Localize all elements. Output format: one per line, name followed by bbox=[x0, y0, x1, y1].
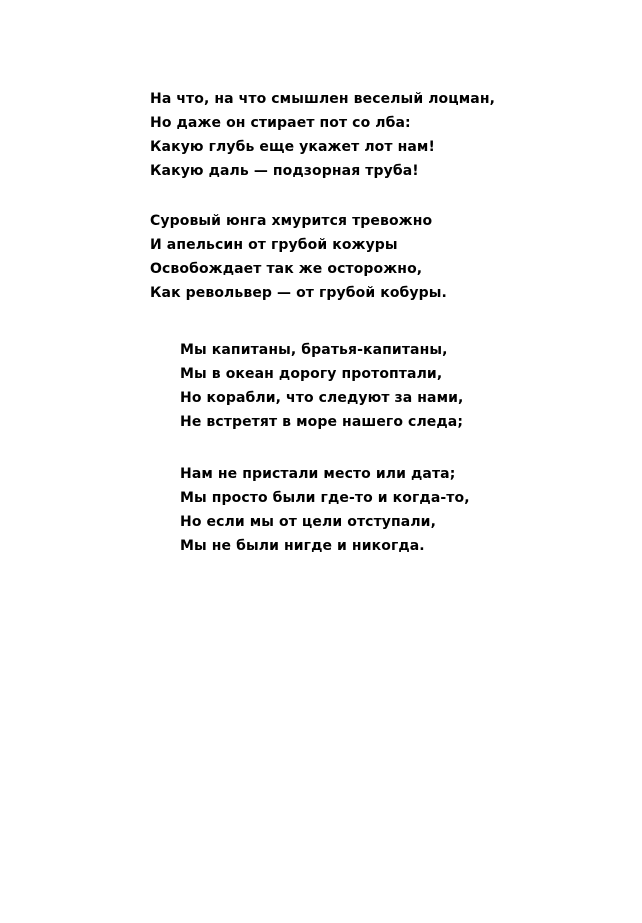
poem-stanza bbox=[180, 338, 463, 434]
poem-line: Мы просто были где-то и когда-то, bbox=[180, 490, 470, 506]
poem-stanza bbox=[150, 209, 447, 305]
poem-line: Мы не были нигде и никогда. bbox=[180, 538, 425, 554]
poem-line: На что, на что смышлен веселый лоцман, bbox=[150, 91, 496, 107]
poem-stanza bbox=[180, 462, 470, 558]
poem-line: Но даже он стирает пот со лба: bbox=[150, 115, 411, 131]
poem-line: Какую даль — подзорная труба! bbox=[150, 163, 419, 179]
poem-line: Но корабли, что следуют за нами, bbox=[180, 390, 464, 406]
poem-line: Освобождает так же осторожно, bbox=[150, 261, 423, 277]
poem-line: Как револьвер — от грубой кобуры. bbox=[150, 285, 447, 301]
poem-line: Мы капитаны, братья-капитаны, bbox=[180, 342, 448, 358]
poem-line: Какую глубь еще укажет лот нам! bbox=[150, 139, 435, 155]
poem-line: Суровый юнга хмурится тревожно bbox=[150, 213, 433, 229]
poem-line: Не встретят в море нашего следа; bbox=[180, 414, 464, 430]
poem-line: Но если мы от цели отступали, bbox=[180, 514, 437, 530]
poem-line: Мы в океан дорогу протоптали, bbox=[180, 366, 443, 382]
poem-stanza bbox=[150, 87, 495, 183]
poem-line: И апельсин от грубой кожуры bbox=[150, 237, 398, 253]
poem-line: Нам не пристали место или дата; bbox=[180, 466, 456, 482]
